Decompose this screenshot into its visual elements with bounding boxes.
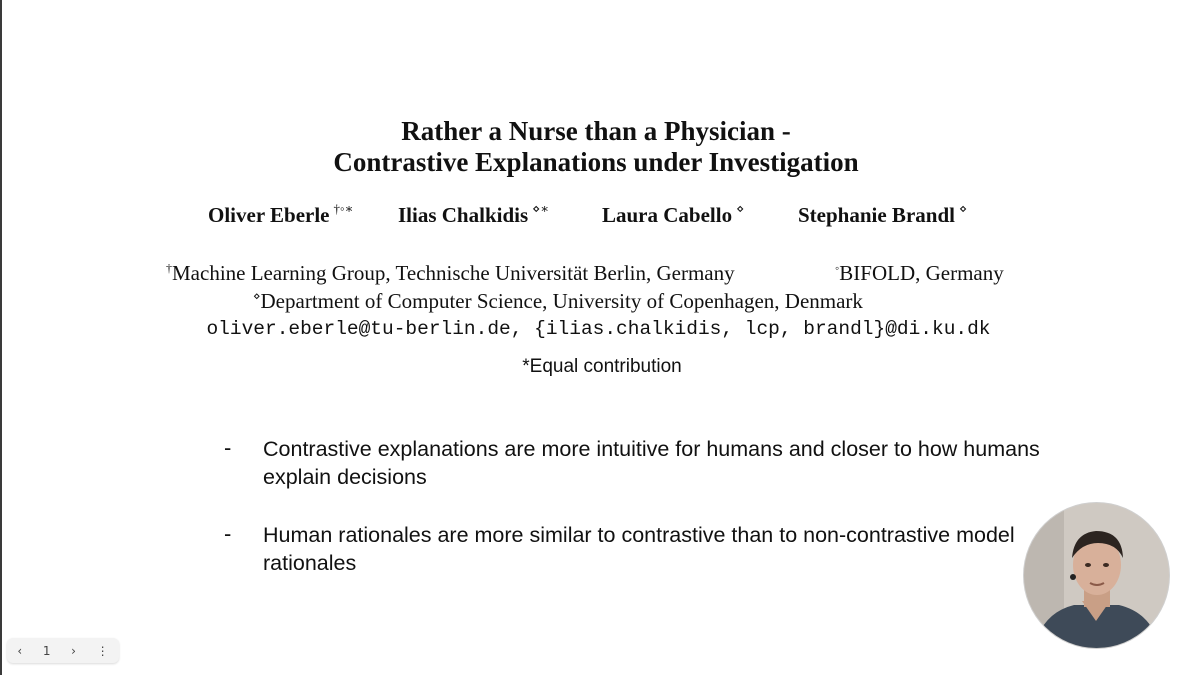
author-laura-cabello: Laura Cabello ⋄ [602,201,745,227]
affiliation-bifold: ◦BIFOLD, Germany [835,261,1004,285]
presenter-avatar [1024,503,1169,648]
author-stephanie-brandl: Stephanie Brandl ⋄ [798,201,968,227]
chevron-left-icon[interactable]: ‹ [17,643,23,658]
chevron-right-icon[interactable]: › [71,643,76,658]
author-ilias-chalkidis: Ilias Chalkidis ⋄∗ [398,201,550,227]
presenter-video [1024,503,1169,648]
bullet-dash: - [224,435,232,460]
bullet-text: Human rationales are more similar to contrastive than to non-contrastive model rationales [263,523,1015,575]
affiliation-copenhagen: ⋄Department of Computer Science, University of Copenhagen, Denmark [253,289,863,313]
affiliation-tu-berlin: †Machine Learning Group, Technische Universität Berlin, Germany [166,261,735,285]
more-vertical-icon[interactable]: ⋮ [96,643,109,658]
bullet-text: Contrastive explanations are more intuitive for humans and closer to how humans explain decisions [263,437,1040,489]
bullet-dash: - [224,521,232,546]
paper-title-line-2: Contrastive Explanations under Investigation [333,147,859,177]
author-emails: oliver.eberle@tu-berlin.de, {ilias.chalkidis, lcp, brandl}@di.ku.dk [206,318,991,340]
page-number: 1 [42,643,51,658]
slide-pager [7,638,119,663]
paper-title-line-1: Rather a Nurse than a Physician - [401,116,791,146]
equal-contribution-note: *Equal contribution [522,356,682,377]
author-oliver-eberle: Oliver Eberle †◦∗ [208,201,354,227]
